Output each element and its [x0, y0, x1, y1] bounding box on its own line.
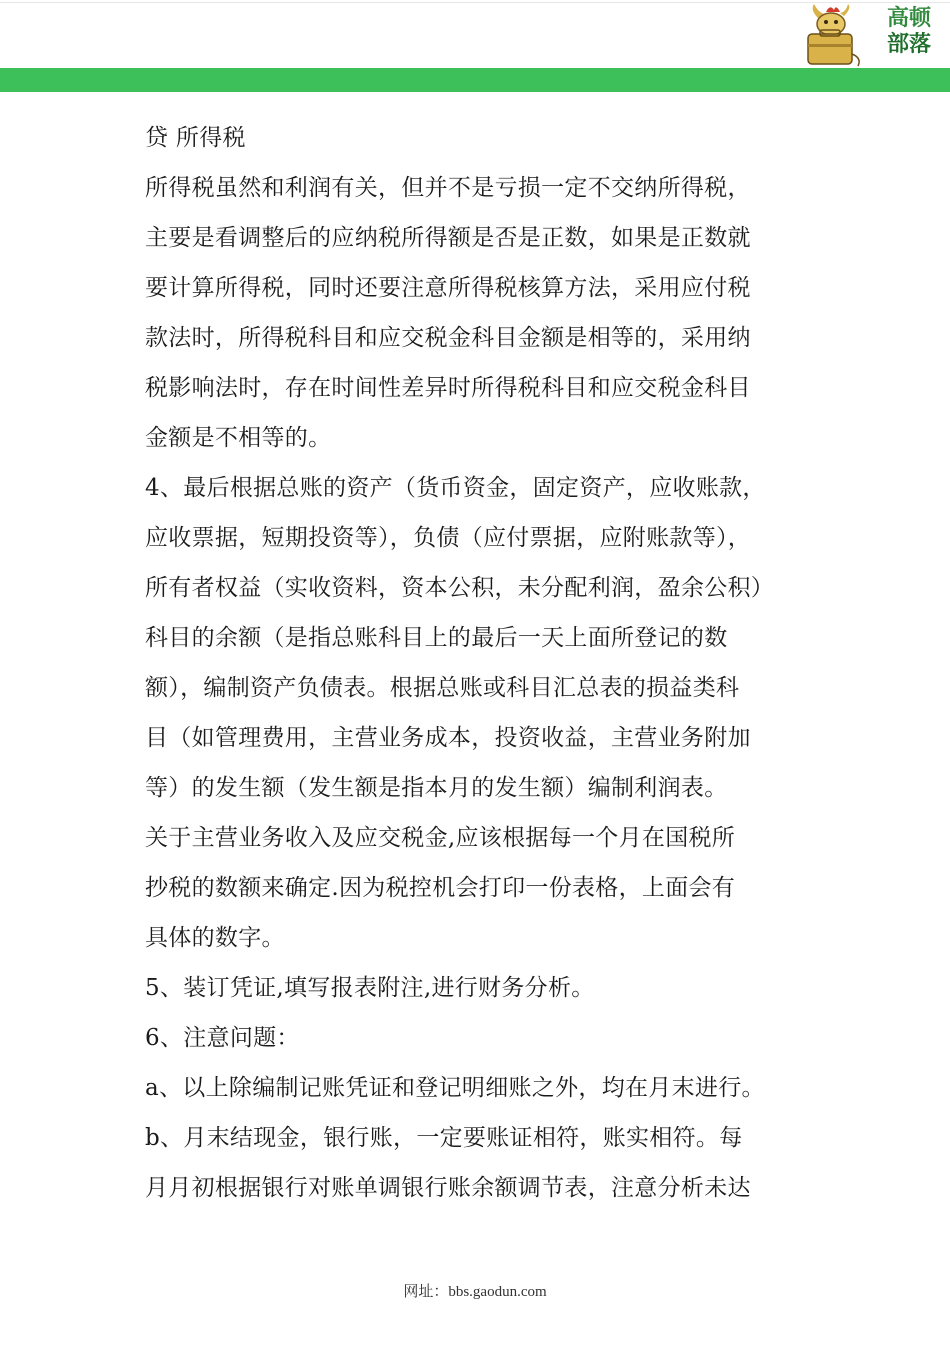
top-rule [0, 2, 950, 3]
text-line: 关于主营业务收入及应交税金,应该根据每一个月在国税所 [145, 825, 736, 851]
text-line: 金额是不相等的。 [145, 425, 332, 451]
text-line: 6、注意问题： [145, 1025, 300, 1051]
logo-line-1: 高顿 [886, 6, 931, 31]
logo-wordmark [878, 6, 940, 58]
document-body [145, 113, 815, 1213]
text-line: 具体的数字。 [145, 925, 285, 951]
text-line: 主要是看调整后的应纳税所得额是否是正数，如果是正数就 [145, 225, 751, 251]
text-line: 目（如管理费用，主营业务成本，投资收益，主营业务附加 [145, 725, 751, 751]
text-line: 税影响法时，存在时间性差异时所得税科目和应交税金科目 [145, 375, 751, 401]
text-line: 款法时，所得税科目和应交税金科目金额是相等的，采用纳 [145, 325, 751, 351]
footer-url: 网址：bbs.gaodun.com [403, 1284, 547, 1300]
text-line: 应收票据，短期投资等），负债（应付票据，应附账款等）， [145, 525, 752, 551]
text-line: 所有者权益（实收资料，资本公积，未分配利润，盈余公积） [145, 575, 775, 601]
text-line: 5、装订凭证,填写报表附注,进行财务分析。 [145, 975, 595, 1001]
text-line: 贷 所得税 [145, 125, 246, 151]
text-line: 科目的余额（是指总账科目上的最后一天上面所登记的数 [145, 625, 728, 651]
text-line: a、以上除编制记账凭证和登记明细账之外，均在月末进行。 [145, 1075, 765, 1101]
bull-mascot-icon [800, 4, 880, 68]
text-line: 所得税虽然和利润有关，但并不是亏损一定不交纳所得税， [145, 175, 751, 201]
text-line: 额），编制资产负债表。根据总账或科目汇总表的损益类科 [145, 675, 740, 701]
text-line: 4、最后根据总账的资产（货币资金，固定资产，应收账款， [145, 475, 766, 501]
gaodun-logo [800, 4, 940, 68]
header-green-bar [0, 68, 950, 92]
logo-line-2: 部落 [886, 32, 931, 57]
text-line: 等）的发生额（发生额是指本月的发生额）编制利润表。 [145, 775, 728, 801]
text-line: 抄税的数额来确定.因为税控机会打印一份表格，上面会有 [145, 875, 736, 901]
text-line: b、月末结现金，银行账，一定要账证相符，账实相符。每 [145, 1125, 743, 1151]
text-line: 月月初根据银行对账单调银行账余额调节表，注意分析未达 [145, 1175, 751, 1201]
text-line: 要计算所得税，同时还要注意所得税核算方法，采用应付税 [145, 275, 751, 301]
